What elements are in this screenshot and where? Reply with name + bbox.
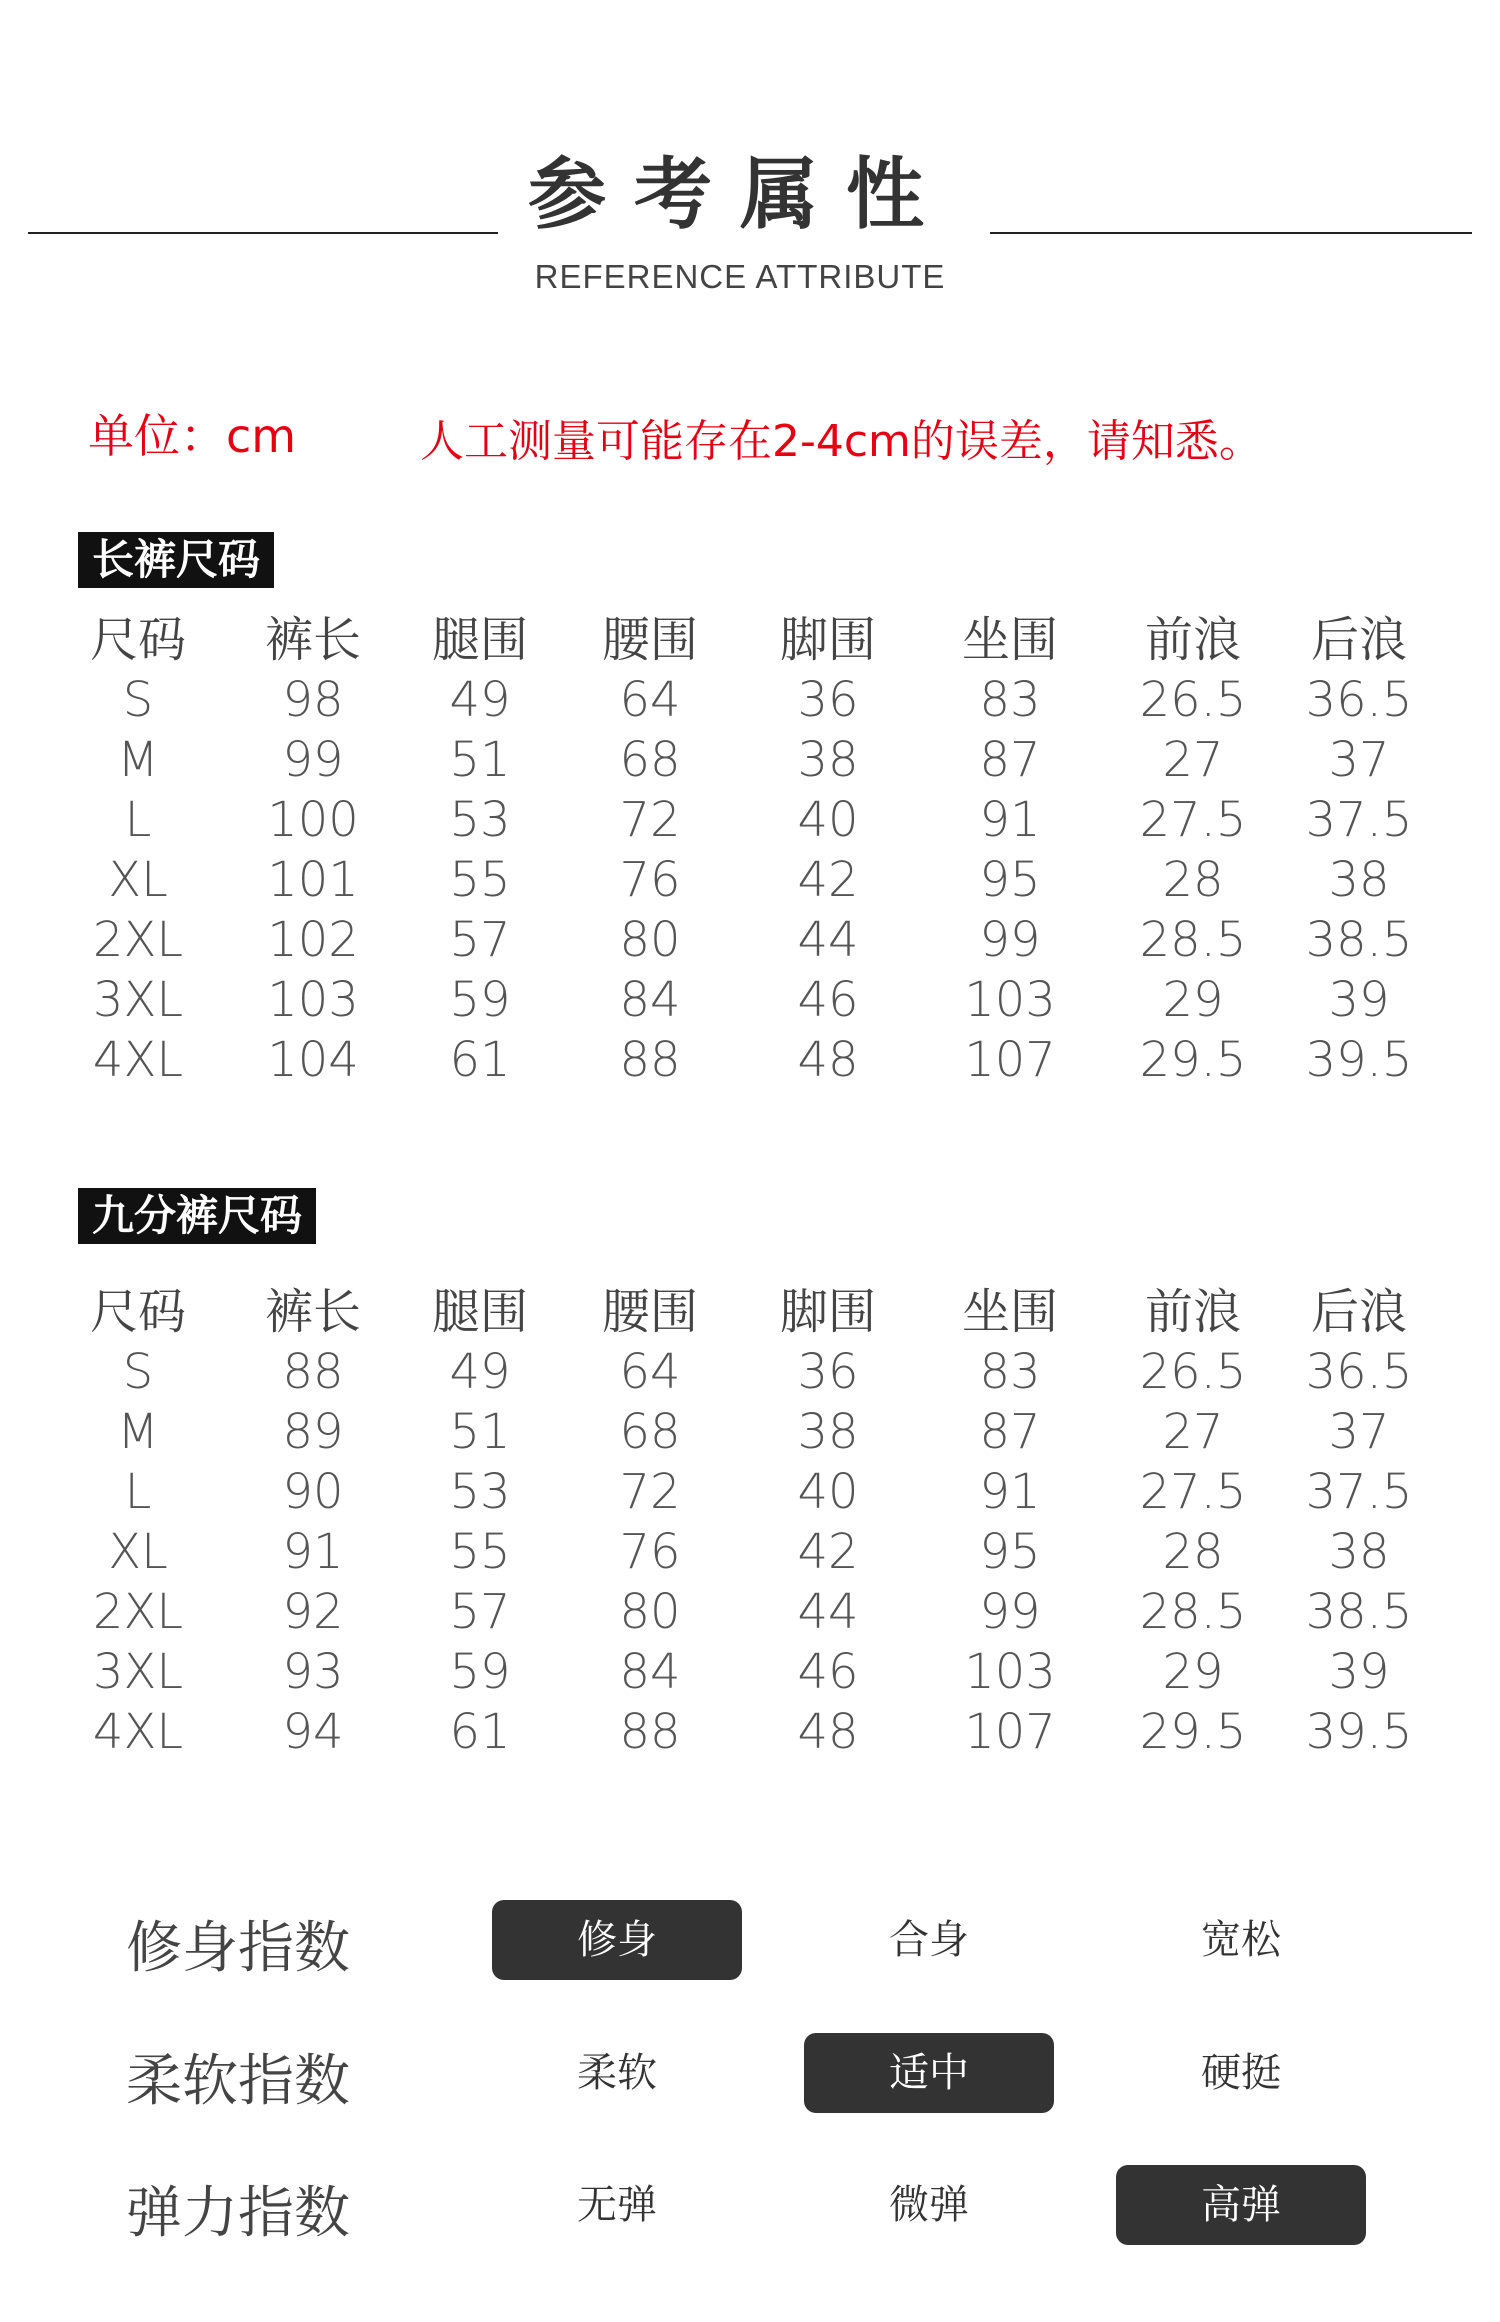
- table-cell: 4XL: [92, 1032, 184, 1088]
- table-cell: 4XL: [92, 1704, 184, 1760]
- table-cell: 99: [979, 1584, 1041, 1640]
- table-cell: 28.5: [1139, 1584, 1247, 1640]
- index-label: 弹力指数: [126, 2181, 350, 2246]
- table-cell: 57: [449, 1584, 511, 1640]
- table-cell: 61: [449, 1704, 511, 1760]
- table-cell: 76: [619, 852, 681, 908]
- table-cell: 37.5: [1305, 1464, 1413, 1520]
- title-rule-left: [28, 232, 498, 234]
- table-cell: 2XL: [92, 912, 184, 968]
- table-cell: 38: [797, 732, 859, 788]
- table-cell: 91: [282, 1524, 344, 1580]
- table-row: [0, 970, 1500, 1030]
- table-cell: 84: [619, 1644, 681, 1700]
- table-cell: 27.5: [1139, 792, 1247, 848]
- column-header: 脚围: [779, 1284, 876, 1340]
- table-cell: 99: [979, 912, 1041, 968]
- table-cell: 42: [797, 1524, 859, 1580]
- table-cell: 84: [619, 972, 681, 1028]
- table-cell: 107: [964, 1704, 1056, 1760]
- table-cell: 101: [267, 852, 359, 908]
- table-cell: 37: [1328, 732, 1390, 788]
- table-cell: 38.5: [1305, 912, 1413, 968]
- table-cell: L: [124, 792, 152, 848]
- index-option: 柔软: [577, 2050, 657, 2096]
- table-cell: 90: [282, 1464, 344, 1520]
- table-row: [0, 1522, 1500, 1582]
- table-cell: 68: [619, 1404, 681, 1460]
- table-cell: 100: [267, 792, 359, 848]
- table-cell: 61: [449, 1032, 511, 1088]
- column-header: 坐围: [961, 1284, 1058, 1340]
- table-cell: 91: [979, 1464, 1041, 1520]
- column-header: 后浪: [1310, 1284, 1407, 1340]
- table-cell: 103: [267, 972, 359, 1028]
- table-cell: XL: [108, 1524, 168, 1580]
- table-row: [0, 850, 1500, 910]
- table-cell: 94: [282, 1704, 344, 1760]
- table-cell: 72: [619, 1464, 681, 1520]
- table-header-row: [0, 1282, 1500, 1342]
- table-row: [0, 1702, 1500, 1762]
- column-header: 腰围: [601, 1284, 698, 1340]
- table-cell: 26.5: [1139, 672, 1247, 728]
- table-row: [0, 790, 1500, 850]
- table-cell: 89: [282, 1404, 344, 1460]
- table-cell: 55: [449, 852, 511, 908]
- table-cell: 36.5: [1305, 1344, 1413, 1400]
- unit-notice: 单位：cm: [88, 409, 297, 463]
- table-cell: 39: [1328, 1644, 1390, 1700]
- table-cell: 102: [267, 912, 359, 968]
- table-cell: 88: [619, 1704, 681, 1760]
- table-cell: 98: [282, 672, 344, 728]
- table-row: [0, 1582, 1500, 1642]
- table-row: [0, 1642, 1500, 1702]
- table-tag-cropped: 九分裤尺码: [78, 1188, 316, 1244]
- table-cell: 36: [797, 672, 859, 728]
- table-cell: 64: [619, 1344, 681, 1400]
- table-cell: 3XL: [92, 1644, 184, 1700]
- index-option-selected: 适中: [804, 2033, 1054, 2113]
- table-cell: 44: [797, 1584, 859, 1640]
- table-cell: 48: [797, 1032, 859, 1088]
- column-header: 尺码: [89, 612, 186, 668]
- table-cell: 29: [1162, 1644, 1224, 1700]
- table-cell: 48: [797, 1704, 859, 1760]
- index-option: 微弹: [889, 2182, 969, 2228]
- column-header: 后浪: [1310, 612, 1407, 668]
- table-cell: 103: [964, 972, 1056, 1028]
- table-tag-trousers: 长裤尺码: [78, 532, 274, 588]
- column-header: 坐围: [961, 612, 1058, 668]
- table-cell: 27: [1162, 1404, 1224, 1460]
- table-cell: 38: [797, 1404, 859, 1460]
- table-cell: 104: [267, 1032, 359, 1088]
- table-cell: 99: [282, 732, 344, 788]
- table-cell: 39.5: [1305, 1032, 1413, 1088]
- table-cell: 3XL: [92, 972, 184, 1028]
- table-cell: 37: [1328, 1404, 1390, 1460]
- table-cell: 28: [1162, 1524, 1224, 1580]
- table-cell: 57: [449, 912, 511, 968]
- column-header: 腿围: [431, 1284, 528, 1340]
- index-option: 无弹: [577, 2182, 657, 2228]
- table-cell: 38.5: [1305, 1584, 1413, 1640]
- table-cell: 76: [619, 1524, 681, 1580]
- table-cell: 49: [449, 672, 511, 728]
- table-cell: 83: [979, 672, 1041, 728]
- table-cell: 40: [797, 792, 859, 848]
- table-cell: S: [122, 672, 154, 728]
- index-option-selected: 高弹: [1116, 2165, 1366, 2245]
- table-cell: 68: [619, 732, 681, 788]
- index-label: 修身指数: [126, 1916, 350, 1981]
- table-cell: 103: [964, 1644, 1056, 1700]
- index-label: 柔软指数: [126, 2049, 350, 2114]
- page-title: 参考属性: [527, 150, 952, 240]
- table-row: [0, 1462, 1500, 1522]
- index-option: 合身: [889, 1917, 969, 1963]
- table-cell: 44: [797, 912, 859, 968]
- table-cell: 28: [1162, 852, 1224, 908]
- column-header: 腰围: [601, 612, 698, 668]
- title-rule-right: [990, 232, 1472, 234]
- column-header: 前浪: [1144, 612, 1241, 668]
- table-cell: 107: [964, 1032, 1056, 1088]
- table-cell: 40: [797, 1464, 859, 1520]
- table-row: [0, 670, 1500, 730]
- table-header-row: [0, 610, 1500, 670]
- index-option: 宽松: [1201, 1917, 1281, 1963]
- column-header: 尺码: [89, 1284, 186, 1340]
- measurement-note: 人工测量可能存在2-4cm的误差，请知悉。: [420, 416, 1263, 467]
- table-cell: 64: [619, 672, 681, 728]
- column-header: 脚围: [779, 612, 876, 668]
- table-cell: M: [117, 1404, 159, 1460]
- table-cell: 29.5: [1139, 1704, 1247, 1760]
- table-cell: 27: [1162, 732, 1224, 788]
- column-header: 裤长: [264, 1284, 361, 1340]
- table-row: [0, 730, 1500, 790]
- table-cell: 38: [1328, 1524, 1390, 1580]
- table-cell: 80: [619, 912, 681, 968]
- table-cell: 53: [449, 792, 511, 848]
- table-row: [0, 910, 1500, 970]
- table-cell: 87: [979, 1404, 1041, 1460]
- table-cell: 59: [449, 972, 511, 1028]
- table-row: [0, 1402, 1500, 1462]
- column-header: 前浪: [1144, 1284, 1241, 1340]
- table-row: [0, 1030, 1500, 1090]
- table-cell: 72: [619, 792, 681, 848]
- table-cell: 95: [979, 852, 1041, 908]
- table-cell: 42: [797, 852, 859, 908]
- table-cell: 29.5: [1139, 1032, 1247, 1088]
- table-cell: 46: [797, 1644, 859, 1700]
- column-header: 腿围: [431, 612, 528, 668]
- table-row: [0, 1342, 1500, 1402]
- index-option-selected: 修身: [492, 1900, 742, 1980]
- table-cell: 91: [979, 792, 1041, 848]
- table-cell: 49: [449, 1344, 511, 1400]
- column-header: 裤长: [264, 612, 361, 668]
- table-cell: 39: [1328, 972, 1390, 1028]
- table-cell: 93: [282, 1644, 344, 1700]
- table-cell: 55: [449, 1524, 511, 1580]
- table-cell: 36: [797, 1344, 859, 1400]
- table-cell: 28.5: [1139, 912, 1247, 968]
- table-cell: 83: [979, 1344, 1041, 1400]
- table-cell: 27.5: [1139, 1464, 1247, 1520]
- page-subtitle: REFERENCE ATTRIBUTE: [534, 258, 946, 295]
- table-cell: 87: [979, 732, 1041, 788]
- table-cell: 51: [449, 732, 511, 788]
- table-cell: S: [122, 1344, 154, 1400]
- table-cell: 51: [449, 1404, 511, 1460]
- table-cell: 2XL: [92, 1584, 184, 1640]
- table-cell: 53: [449, 1464, 511, 1520]
- table-cell: 26.5: [1139, 1344, 1247, 1400]
- index-option: 硬挺: [1201, 2050, 1281, 2096]
- table-cell: 95: [979, 1524, 1041, 1580]
- table-cell: 36.5: [1305, 672, 1413, 728]
- table-cell: 59: [449, 1644, 511, 1700]
- table-cell: 88: [619, 1032, 681, 1088]
- table-cell: 80: [619, 1584, 681, 1640]
- table-cell: M: [117, 732, 159, 788]
- table-cell: 29: [1162, 972, 1224, 1028]
- table-cell: 92: [282, 1584, 344, 1640]
- table-cell: 88: [282, 1344, 344, 1400]
- table-cell: 39.5: [1305, 1704, 1413, 1760]
- table-cell: 37.5: [1305, 792, 1413, 848]
- table-cell: L: [124, 1464, 152, 1520]
- table-cell: 46: [797, 972, 859, 1028]
- table-cell: 38: [1328, 852, 1390, 908]
- table-cell: XL: [108, 852, 168, 908]
